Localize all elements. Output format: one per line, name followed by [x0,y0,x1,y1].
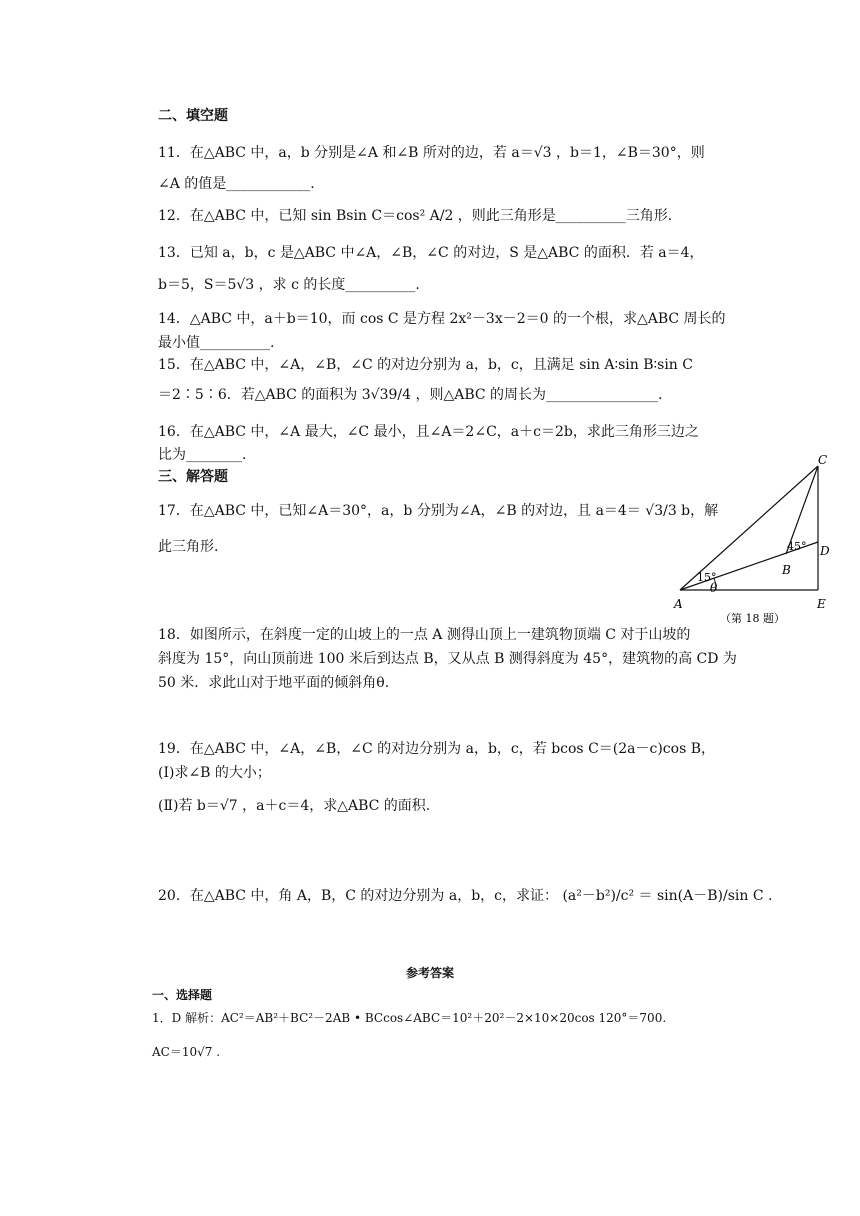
figure-18-caption: （第 18 题） [720,612,785,625]
question-19-line-1: 19．在△ABC 中，∠A，∠B，∠C 的对边分别为 a，b，c，若 bcos C＝(2a－c)cos B， [158,741,715,757]
question-18-line-3: 50 米．求此山对于地平面的倾斜角θ. [158,675,390,691]
question-13-line-2: b＝5，S＝5√3 ，求 c 的长度__________. [158,277,420,293]
section-heading-fill: 二、填空题 [158,108,228,124]
label-a: A [674,597,683,611]
label-e: E [817,597,826,611]
question-14-line-1: 14．△ABC 中，a＋b＝10，而 cos C 是方程 2x²－3x－2＝0 的一个根，求△ABC 周长的 [158,311,726,327]
question-19-line-2: (Ⅰ)求∠B 的大小； [158,765,271,781]
label-theta: θ [710,581,718,595]
answers-title: 参考答案 [405,966,454,980]
question-13-line-1: 13．已知 a，b，c 是△ABC 中∠A，∠B，∠C 的对边，S 是△ABC 的面积．若 a＝4， [158,245,704,261]
question-17-line-1: 17．在△ABC 中，已知∠A＝30°，a，b 分别为∠A，∠B 的对边，且 a＝4＝ √3/3 b，解 [158,503,719,519]
question-15-line-2: ＝2∶5∶6．若△ABC 的面积为 3√39/4 ，则△ABC 的周长为________________. [158,387,663,403]
question-14-line-2: 最小值__________. [158,335,275,351]
question-17-line-2: 此三角形. [158,539,219,555]
question-19-line-3: (Ⅱ)若 b＝√7 ，a＋c＝4，求△ABC 的面积. [158,798,431,814]
answer-1-line-1: 1．D 解析：AC²＝AB²＋BC²－2AB • BCcos∠ABC＝10²＋20²－2×10×20cos 120°＝700. [152,1011,667,1025]
figure-18-diagram [660,450,840,630]
label-angle-15: 15° [697,571,717,584]
question-16-line-1: 16．在△ABC 中，∠A 最大，∠C 最小，且∠A＝2∠C，a＋c＝2b，求此三角形三边之 [158,424,699,440]
question-12-line-1: 12．在△ABC 中，已知 sin Bsin C＝cos² A/2 ，则此三角形是__________三角形. [158,208,673,224]
question-15-line-1: 15．在△ABC 中，∠A，∠B，∠C 的对边分别为 a，b，c，且满足 sin A∶sin B∶sin C [158,357,693,373]
question-11-line-1: 11．在△ABC 中，a，b 分别是∠A 和∠B 所对的边，若 a＝√3 ，b＝1，∠B＝30°，则 [158,145,705,161]
question-20-line-1 [158,886,772,906]
question-18-line-2: 斜度为 15°，向山顶前进 100 米后到达点 B，又从点 B 测得斜度为 45°，建筑物的高 CD 为 [158,651,737,667]
label-angle-45: 45° [787,540,807,553]
question-20-formula: (a²－b²)/c² ＝ sin(A－B)/sin C . [562,888,773,904]
question-20-text: 20．在△ABC 中，角 A，B，C 的对边分别为 a，b，c，求证： [158,888,559,904]
label-c: C [818,453,828,467]
answer-1-line-2: AC＝10√7 . [152,1045,221,1059]
label-d: D [820,544,830,558]
question-11-line-2: ∠A 的值是____________. [158,176,315,192]
section-heading-solve: 三、解答题 [158,469,228,485]
question-16-line-2: 比为________. [158,447,247,463]
label-b: B [782,563,791,577]
section-heading-choice: 一、选择题 [152,988,213,1002]
question-18-line-1: 18．如图所示，在斜度一定的山坡上的一点 A 测得山顶上一建筑物顶端 C 对于山坡的 [158,627,691,643]
